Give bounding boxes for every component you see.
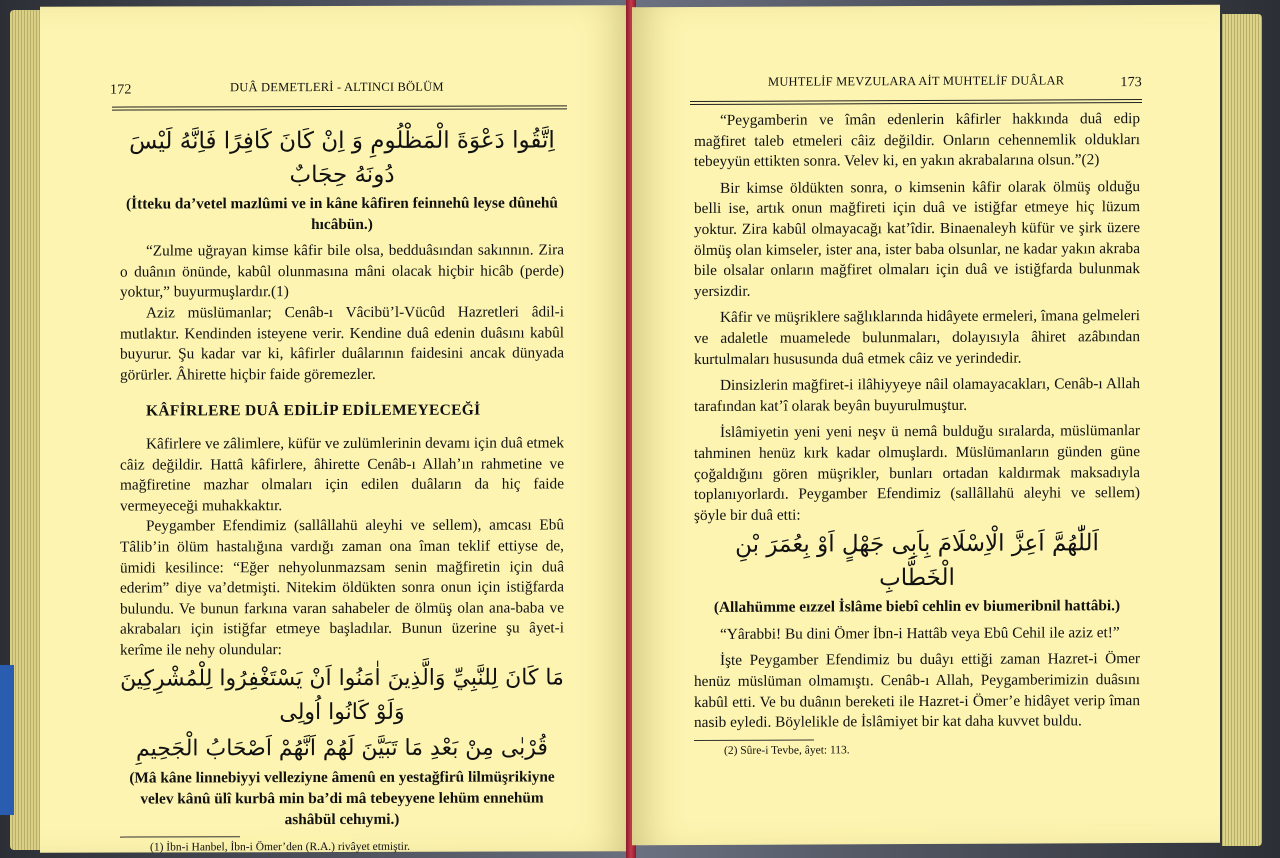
left-header-rule xyxy=(112,105,567,110)
paragraph: Aziz müslümanlar; Cenâb-ı Vâcibü’l-Vücûd Hazretleri âdil-i mutlaktır. Kendinden isteyene verir. Kendine duâ edenin duâsını kabûl buyurur. Şu kadar var ki, kâfirler duâlarının faidesini ancak dünyada görürler. Âhirette hiçbir faide göremezler. xyxy=(120,303,564,384)
arabic-verse: اَللّٰهُمَّ اَعِزَّ الْاِسْلَامَ بِاَبِى جَهْلٍ اَوْ بِعُمَرَ بْنِ الْخَطَّابِ xyxy=(735,530,1099,592)
section-heading: KÂFİRLERE DUÂ EDİLİP EDİLEMEYECEĞİ xyxy=(146,401,481,420)
paragraph: Bir kimse öldükten sonra, o kimsenin kâfir olarak ölmüş olduğu belli ise, artık onun mağfireti için duâ ve istiğfar etmeye hiç lüzum yoktur. Zira kabûl olmayacağı kat’îdir. Binaenaleyh küfür ve şirk üzere ölmüş olan kimseler, ister ana, ister baba olsunlar, ne kadar yakın akraba bile olsalar onların mağfiret olmaları için duâ ve istiğfarda bulunmak yersizdir. xyxy=(694,177,1140,300)
paragraph: “Zulme uğrayan kimse kâfir bile olsa, bedduâsından sakınnın. Zira o duânın önünde, kabûl olunmasına mâni olacak hiçbir hicâb (perde) yoktur,” buyurmuşlardır.(1) xyxy=(120,241,564,301)
right-page-number: 173 xyxy=(1120,75,1142,91)
paragraph: “Peygamberin ve îmân edenlerin kâfirler hakkında duâ edip mağfiret taleb etmeleri câiz değildir. Onların cehennemlik oldukları tebeyyün ettikten sonra. Velev ki, en yakın akrabalarına olsun.”(2) xyxy=(694,110,1140,171)
blue-bookmark xyxy=(0,665,14,815)
footnote-rule xyxy=(694,739,814,741)
left-body xyxy=(120,121,564,855)
paragraph: Kâfirlere ve zâlimlere, küfür ve zulümlerinin devamı için duâ etmek câiz değildir. Hattâ kâfirlere, âhirette Cenâb-ı Allah’ın rahmetine ve mağfiretine mazhar olmaları için edilen duâların da hiç faide vermeyeceği muhakkaktır. xyxy=(120,434,564,515)
paragraph: Peygamber Efendimiz (sallâllahü aleyhi ve sellem), amcası Ebû Tâlib’in ölüm hastalığına vardığı zaman ona îman teklif ettiyse de, ümidi kesilince: “Eğer nehyolunmazsam senin mağfiretin için duâ ederim” diye va’detmişti. Nitekim öldükten sonra onun için istiğfarda bulundu. Ve bunun farkına varan sahabeler de ölmüş olan ana-baba ve akrabaları için istiğfar etmeye başladılar. Bunun üzerine şu âyet-i kerîme ile nehy olundular: xyxy=(120,516,564,659)
transliteration: (İtteku da’vetel mazlûmi ve in kâne kâfiren feinnehû leyse dûnehû hıcâbün.) xyxy=(126,194,558,233)
arabic-verse: مَا كَانَ لِلنَّبِيِّ وَالَّذِينَ اٰمَنُوا اَنْ يَسْتَغْفِرُوا لِلْمُشْرِكِينَ وَلَوْ كَانُوا اُولِى xyxy=(120,665,564,726)
left-page-number: 172 xyxy=(110,82,132,98)
arabic-verse: قُرْبٰى مِنْ بَعْدِ مَا تَبَيَّنَ لَهُمْ اَنَّهُمْ اَصْحَابُ الْجَحِيمِ xyxy=(136,735,548,762)
footnote: (1) İbn-i Hanbel, İbn-i Ömer’den (R.A.) rivâyet etmiştir. xyxy=(150,841,411,854)
arabic-verse: اِتَّقُوا دَعْوَةَ الْمَظْلُومِ وَ اِنْ كَانَ كَافِرًا فَاِنَّهُ لَيْسَ دُونَهُ حِجَابٌ xyxy=(129,127,555,189)
right-running-title: MUHTELİF MEVZULARA AİT MUHTELİF DUÂLAR xyxy=(768,73,1065,89)
right-header-rule xyxy=(690,99,1142,105)
book-page-edges-right xyxy=(1222,14,1262,846)
right-body xyxy=(694,109,1140,759)
footnote-rule xyxy=(120,836,240,837)
paragraph: İşte Peygamber Efendimiz bu duâyı ettiği zaman Hazret-i Ömer henüz müslüman olmamıştı. Cenâb-ı Allah, Peygamberimizin duâsını kabûl etti. Ve bu duânın bereketi ile Hazret-i Ömer’e hidâyet verip îman nasib eyledi. Böylelikle de İslâmiyet bir kat daha kuvvet buldu. xyxy=(694,650,1140,732)
left-running-title: DUÂ DEMETLERİ - ALTINCI BÖLÜM xyxy=(230,79,444,95)
transliteration: (Allahümme eızzel İslâme biebî cehlin ev biumeribnil hattâbi.) xyxy=(713,597,1121,617)
paragraph: Kâfir ve müşriklere sağlıklarında hidâyete ermeleri, îmana gelmeleri ve adaletle muamelede bulunmaları, dolayısıyla âhiret azâbından kurtulmaları hususunda duâ etmek câiz ve yerindedir. xyxy=(694,307,1140,368)
paragraph: Dinsizlerin mağfiret-i ilâhiyyeye nâil olamayacakları, Cenâb-ı Allah tarafından kat’î olarak beyân buyurulmuştur. xyxy=(694,375,1140,415)
right-running-header xyxy=(692,73,1142,91)
footnote: (2) Sûre-i Tevbe, âyet: 113. xyxy=(724,744,850,757)
paragraph: İslâmiyetin yeni yeni neşv ü nemâ bulduğu sıralarda, müslümanlar tahminen henüz kırk kadar olmuşlardı. Müslümanların günden güne çoğaldığını gören müşrikler, bunları ortadan kaldırmak maksadıyla toplanıyorlardı. Peygamber Efendimiz (sallâllahü aleyhi ve sellem) şöyle bir duâ etti: xyxy=(694,422,1140,524)
left-page xyxy=(40,5,630,853)
transliteration: (Mâ kâne linnebiyyi velleziyne âmenû en yestağfirû lilmüşrikiyne velev kânû ülî kurbâ min ba’di mâ tebeyyene lehüm ennehüm ashâbül cehıymi.) xyxy=(129,768,555,828)
left-running-header xyxy=(110,77,570,98)
paragraph: “Yârabbi! Bu dini Ömer İbn-i Hattâb veya Ebû Cehil ile aziz et!” xyxy=(720,624,1120,643)
right-page xyxy=(632,5,1220,846)
